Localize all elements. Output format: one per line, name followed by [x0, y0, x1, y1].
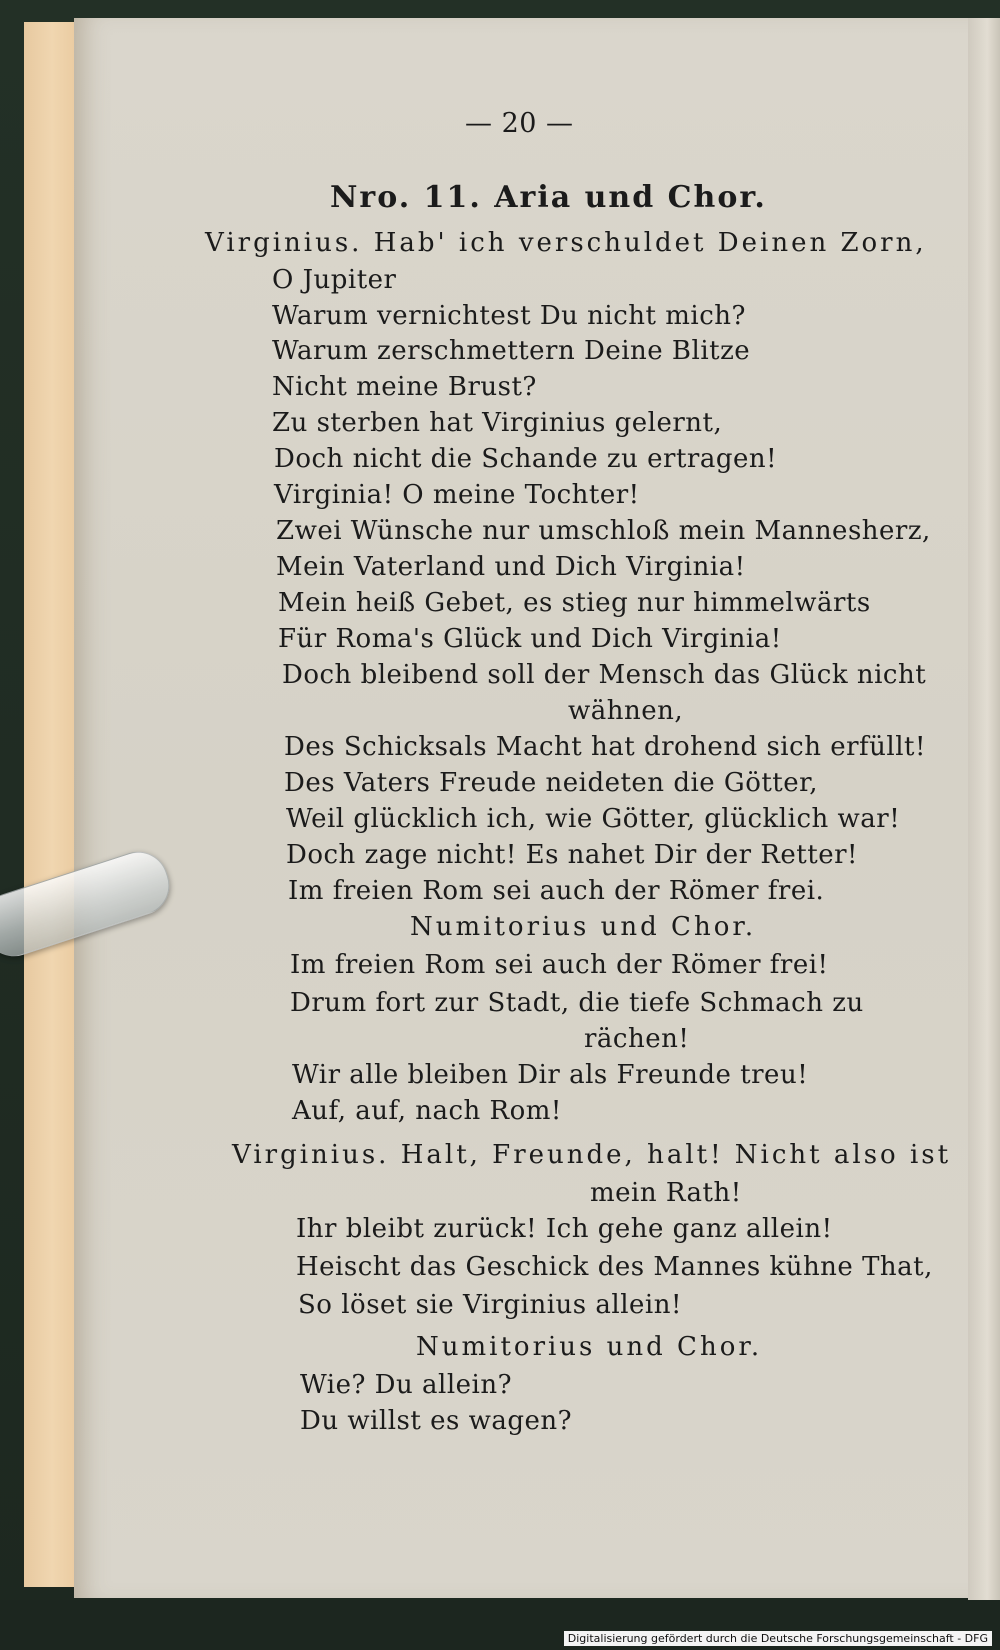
text-line: Des Vaters Freude neideten die Götter,	[284, 768, 818, 798]
text-line: Warum vernichtest Du nicht mich?	[272, 301, 746, 331]
digitization-credit: Digitalisierung gefördert durch die Deutsche Forschungsgemeinschaft - DFG	[564, 1631, 992, 1646]
text-line: mein Rath!	[590, 1178, 742, 1208]
text-line: Heischt das Geschick des Mannes kühne That,	[296, 1252, 933, 1282]
text-line: O Jupiter	[272, 265, 397, 295]
text-line: Mein Vaterland und Dich Virginia!	[276, 552, 746, 582]
text-line: Drum fort zur Stadt, die tiefe Schmach zu	[290, 988, 864, 1018]
speaker-heading: Numitorius und Chor.	[416, 1332, 763, 1362]
section-heading: Nro. 11. Aria und Chor.	[330, 180, 767, 215]
text-line: Nicht meine Brust?	[272, 372, 537, 402]
text-line: Doch zage nicht! Es nahet Dir der Retter!	[286, 840, 858, 870]
page-number: — 20 —	[465, 108, 574, 139]
text-line: Des Schicksals Macht hat drohend sich erfüllt!	[284, 732, 926, 762]
speaker-heading: Numitorius und Chor.	[410, 912, 757, 942]
text-line: Mein heiß Gebet, es stieg nur himmelwärts	[278, 588, 871, 618]
text-line: Auf, auf, nach Rom!	[292, 1096, 562, 1126]
page-edge-right	[968, 18, 1000, 1608]
text-line: Zu sterben hat Virginius gelernt,	[272, 408, 723, 438]
text-line: Im freien Rom sei auch der Römer frei.	[288, 876, 825, 906]
text-line: Doch nicht die Schande zu ertragen!	[274, 444, 778, 474]
text-line: Zwei Wünsche nur umschloß mein Mannesherz,	[276, 516, 931, 546]
text-line: Weil glücklich ich, wie Götter, glücklich war!	[286, 804, 901, 834]
text-line: So löset sie Virginius allein!	[298, 1290, 682, 1320]
text-line: rächen!	[584, 1024, 690, 1054]
text-line: Du willst es wagen?	[300, 1406, 573, 1436]
text-line: Ihr bleibt zurück! Ich gehe ganz allein!	[296, 1214, 833, 1244]
text-line: Virginia! O meine Tochter!	[274, 480, 640, 510]
text-line: Virginius. Hab' ich verschuldet Deinen Zorn,	[205, 228, 927, 258]
text-line: Doch bleibend soll der Mensch das Glück nicht	[282, 660, 927, 690]
text-line: Virginius. Halt, Freunde, halt! Nicht also ist	[232, 1140, 952, 1170]
text-line: Warum zerschmettern Deine Blitze	[272, 336, 751, 366]
text-line: Für Roma's Glück und Dich Virginia!	[278, 624, 782, 654]
text-line: Wie? Du allein?	[300, 1370, 513, 1400]
text-line: Im freien Rom sei auch der Römer frei!	[290, 950, 829, 980]
text-line: Wir alle bleiben Dir als Freunde treu!	[292, 1060, 809, 1090]
text-line: wähnen,	[568, 696, 684, 726]
